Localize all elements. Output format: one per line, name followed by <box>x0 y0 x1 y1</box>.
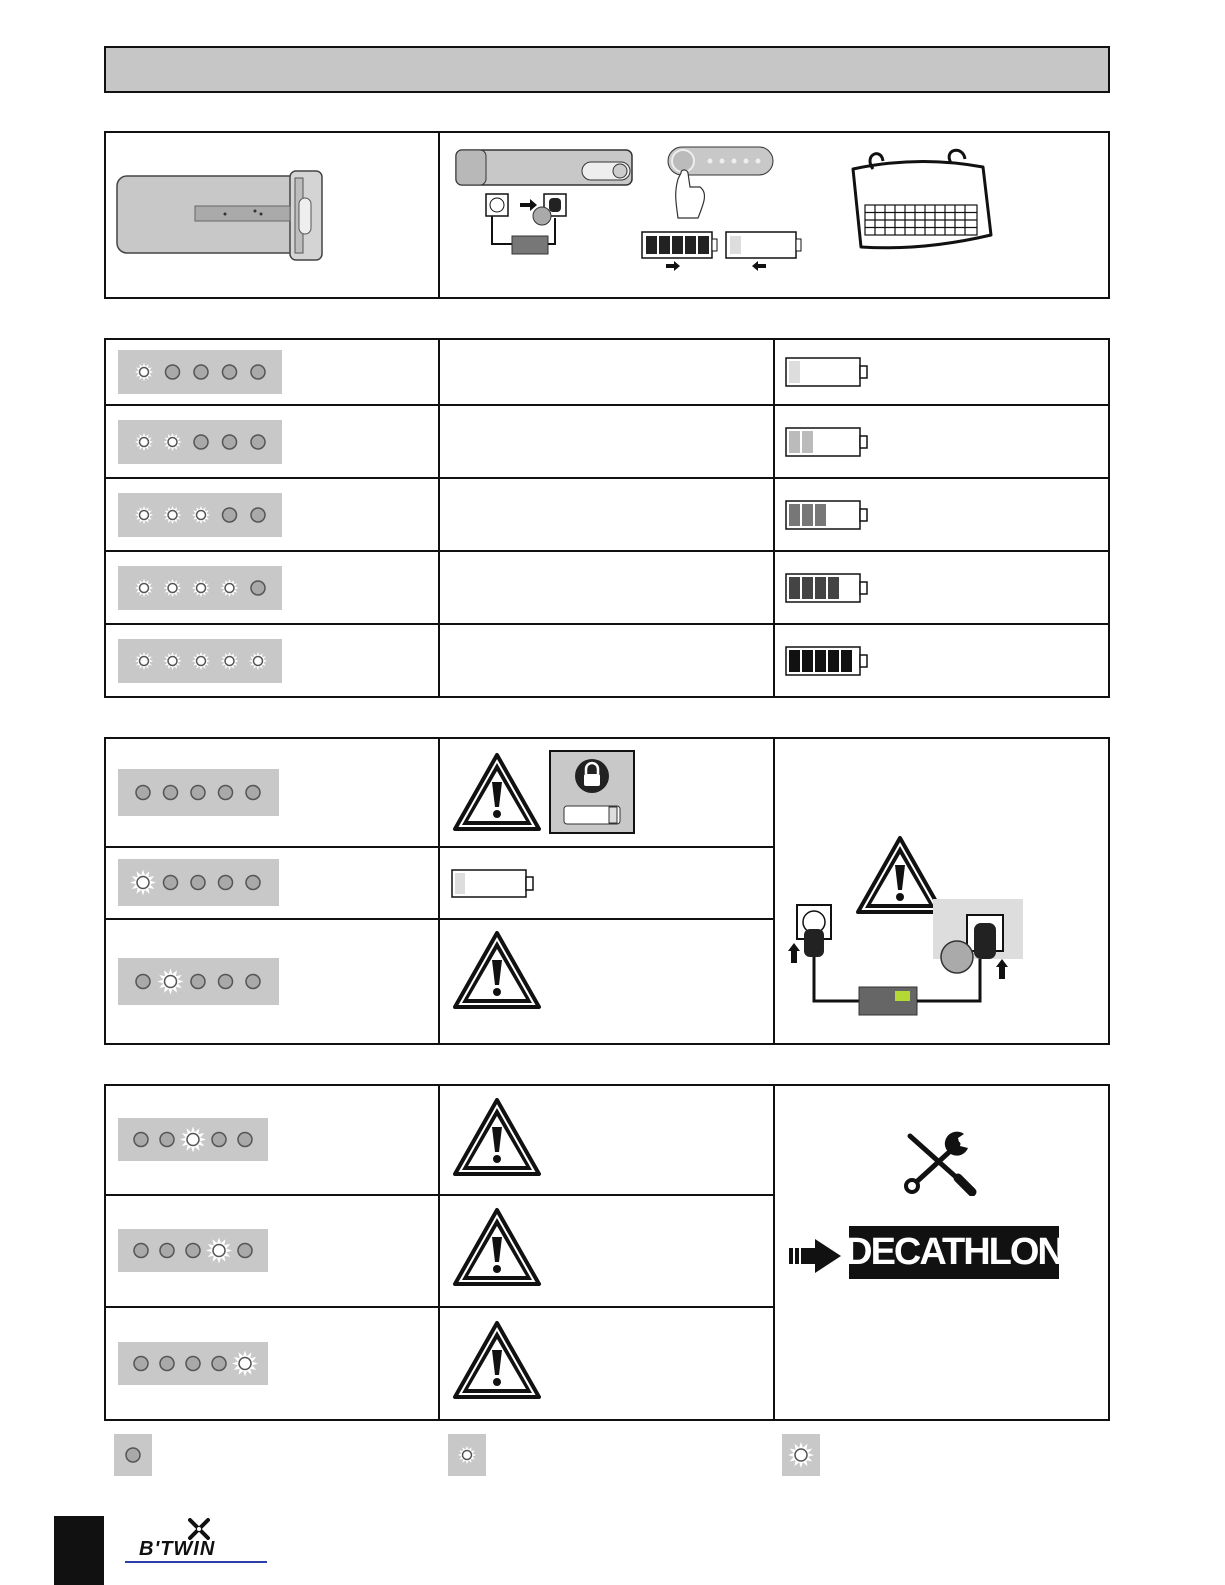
led-row <box>782 1434 820 1476</box>
led-off <box>194 435 208 449</box>
led-on <box>458 1446 476 1464</box>
led-row <box>118 1342 268 1385</box>
warning-triangle-icon <box>452 1207 542 1287</box>
decathlon-logo <box>845 1226 1063 1279</box>
battery-segment <box>802 504 813 526</box>
display-press-illustration <box>638 143 808 278</box>
divider <box>104 1306 774 1308</box>
battery-level-icon <box>785 500 869 530</box>
led-off <box>238 1244 252 1258</box>
battery-segment <box>828 577 839 599</box>
led-off <box>212 1133 226 1147</box>
led-row <box>118 1118 268 1161</box>
arrow-right-icon <box>787 1237 843 1275</box>
battery-segment <box>789 361 800 383</box>
led-on <box>192 652 210 670</box>
charger-illustration <box>452 146 642 261</box>
battery-segment <box>789 431 800 453</box>
divider <box>438 737 440 1045</box>
led-off <box>136 786 150 800</box>
led-row <box>114 1434 152 1476</box>
led-on <box>249 652 267 670</box>
padlock-icon <box>549 750 635 834</box>
divider <box>104 404 1110 406</box>
battery-level-icon <box>785 427 869 457</box>
led-off <box>136 975 150 989</box>
unplug-charger-illustration <box>785 895 1025 1020</box>
led-off <box>160 1133 174 1147</box>
led-row <box>118 859 279 906</box>
led-off <box>194 365 208 379</box>
led-on <box>192 579 210 597</box>
btwin-cross-icon <box>187 1518 211 1540</box>
divider <box>104 623 1110 625</box>
led-row <box>118 1229 268 1272</box>
battery-segment <box>815 504 826 526</box>
led-off <box>219 876 233 890</box>
led-off <box>191 876 205 890</box>
page-number-tab <box>54 1516 104 1585</box>
divider <box>104 477 1110 479</box>
battery-segment <box>802 577 813 599</box>
divider <box>438 1084 440 1421</box>
battery-segment <box>802 650 813 672</box>
led-off <box>160 1357 174 1371</box>
divider <box>104 1194 774 1196</box>
led-off <box>251 508 265 522</box>
divider <box>773 1084 775 1421</box>
led-on <box>135 363 153 381</box>
divider <box>104 918 774 920</box>
led-on <box>135 652 153 670</box>
led-off <box>238 1133 252 1147</box>
led-off <box>219 786 233 800</box>
led-on <box>164 652 182 670</box>
btwin-logo-text: B'TWIN <box>139 1538 216 1560</box>
decathlon-label: DECATHLON <box>845 1231 1063 1273</box>
led-off <box>246 876 260 890</box>
divider <box>438 131 440 299</box>
battery-segment <box>815 650 826 672</box>
battery-segment <box>789 504 800 526</box>
divider <box>773 737 775 1045</box>
battery-segment <box>789 577 800 599</box>
led-off <box>251 435 265 449</box>
led-row <box>118 420 282 464</box>
battery-low-icon <box>451 869 535 898</box>
warning-triangle-icon <box>452 930 542 1010</box>
battery-segment <box>789 650 800 672</box>
led-row <box>118 350 282 394</box>
led-off <box>134 1133 148 1147</box>
led-on <box>221 579 239 597</box>
battery-segment <box>828 650 839 672</box>
led-off <box>212 1357 226 1371</box>
led-on <box>135 433 153 451</box>
btwin-logo <box>125 1514 267 1585</box>
led-off <box>134 1357 148 1371</box>
charger-led <box>895 991 910 1001</box>
led-on <box>221 652 239 670</box>
battery-level-icon <box>785 357 869 387</box>
wrench-screwdriver-icon <box>900 1128 980 1196</box>
led-off <box>164 786 178 800</box>
led-off <box>164 876 178 890</box>
led-off <box>251 365 265 379</box>
led-off <box>246 786 260 800</box>
battery-segment <box>802 431 813 453</box>
led-off <box>223 435 237 449</box>
divider <box>104 846 774 848</box>
led-flashing <box>158 969 184 995</box>
led-off <box>186 1357 200 1371</box>
led-on <box>164 506 182 524</box>
calendar-icon <box>843 147 998 257</box>
led-off <box>219 975 233 989</box>
warning-triangle-icon <box>452 752 542 832</box>
led-off <box>246 975 260 989</box>
led-on <box>192 506 210 524</box>
led-off <box>186 1244 200 1258</box>
led-off <box>223 508 237 522</box>
divider <box>104 550 1110 552</box>
battery-pack-illustration <box>115 168 330 263</box>
led-off <box>166 365 180 379</box>
led-row <box>448 1434 486 1476</box>
led-on <box>164 579 182 597</box>
led-off <box>160 1244 174 1258</box>
warning-triangle-icon <box>452 1097 542 1177</box>
divider <box>773 338 775 698</box>
led-row <box>118 566 282 610</box>
led-on <box>135 506 153 524</box>
led-off <box>126 1448 140 1462</box>
led-on <box>164 433 182 451</box>
led-flashing <box>232 1351 258 1377</box>
battery-segment <box>841 650 852 672</box>
divider <box>438 338 440 698</box>
logo-underline <box>125 1561 267 1563</box>
led-flashing <box>206 1238 232 1264</box>
led-off <box>223 365 237 379</box>
led-off <box>191 975 205 989</box>
warning-triangle-icon <box>452 1320 542 1400</box>
battery-level-icon <box>785 646 869 676</box>
led-row <box>118 958 279 1005</box>
led-flashing <box>180 1127 206 1153</box>
led-row <box>118 639 282 683</box>
header-bar <box>104 46 1110 93</box>
led-row <box>118 493 282 537</box>
led-row <box>118 769 279 816</box>
battery-level-icon <box>785 573 869 603</box>
led-off <box>251 581 265 595</box>
led-flashing <box>130 870 156 896</box>
led-on <box>135 579 153 597</box>
battery-segment <box>815 577 826 599</box>
led-off <box>134 1244 148 1258</box>
led-flashing <box>788 1442 814 1468</box>
led-off <box>191 786 205 800</box>
